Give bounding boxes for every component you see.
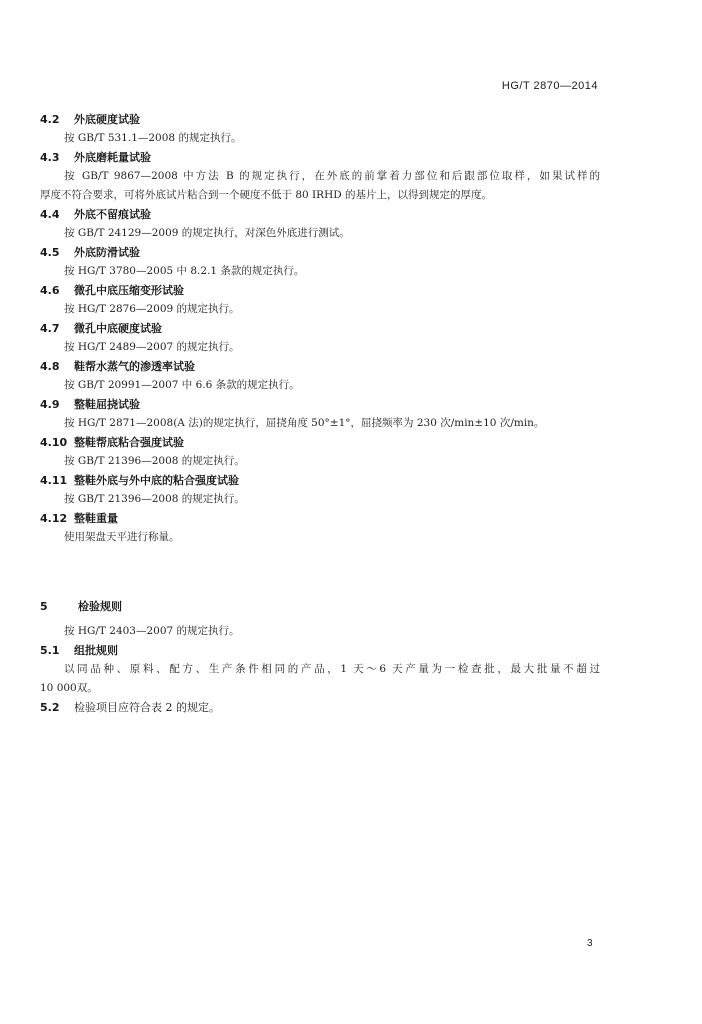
section-heading <box>40 357 600 376</box>
paragraph-line: 按 HG/T 2489—2007 的规定执行。 <box>64 341 240 353</box>
section-heading <box>40 395 600 414</box>
section-number: 4.7 <box>40 322 60 335</box>
section-heading <box>40 110 600 129</box>
section-number: 4.3 <box>40 151 60 164</box>
chapter-title: 检验规则 <box>78 600 122 613</box>
paragraph-line: 使用架盘天平进行称量。 <box>64 531 180 543</box>
section-heading <box>40 243 600 262</box>
page-content <box>40 110 600 717</box>
section-title: 整鞋屈挠试验 <box>74 398 140 411</box>
section-title: 外底磨耗量试验 <box>74 151 151 164</box>
section-number: 4.6 <box>40 284 60 297</box>
paragraph-line: 10 000双。 <box>40 682 98 694</box>
paragraph-line: 按 GB/T 24129—2009 的规定执行，对深色外底进行测试。 <box>64 227 350 239</box>
section-number: 4.9 <box>40 398 60 411</box>
section-title: 外底防滑试验 <box>74 246 140 259</box>
section-number: 5.2 <box>40 701 60 714</box>
section-heading <box>40 698 600 717</box>
paragraph-line: 按 GB/T 21396—2008 的规定执行。 <box>64 455 245 467</box>
section-heading <box>40 319 600 338</box>
section-heading <box>40 471 600 490</box>
paragraph-line: 按 HG/T 2871—2008(A 法)的规定执行，屈挠角度 50°±1°，屈挠频率为 230 次/min±10 次/min。 <box>64 417 545 429</box>
section-title: 外底不留痕试验 <box>74 208 151 221</box>
chapter-heading <box>40 597 600 616</box>
section-title: 整鞋重量 <box>74 512 118 525</box>
section-title: 鞋帮水蒸气的渗透率试验 <box>74 360 195 373</box>
paragraph-line: 厚度不符合要求，可将外底试片粘合到一个硬度不低于 80 IRHD 的基片上，以得到规定的厚度。 <box>40 189 493 201</box>
section-number: 4.10 <box>40 436 68 449</box>
paragraph-line: 按 GB/T 531.1—2008 的规定执行。 <box>64 132 242 144</box>
section-heading <box>40 205 600 224</box>
section-heading <box>40 641 600 660</box>
paragraph-line: 以同品种、原料、配方、生产条件相同的产品，1 天～6 天产量为一检查批，最大批量不超过 <box>64 663 600 675</box>
section-heading <box>40 509 600 528</box>
paragraph-line <box>40 566 600 585</box>
section-number: 4.4 <box>40 208 60 221</box>
section-title: 微孔中底硬度试验 <box>74 322 162 335</box>
paragraph-line: 按 GB/T 21396—2008 的规定执行。 <box>64 493 245 505</box>
section-heading <box>40 547 600 566</box>
section-number: 5.1 <box>40 644 60 657</box>
paragraph-line: 按 HG/T 3780—2005 中 8.2.1 条款的规定执行。 <box>64 265 305 277</box>
chapter-number: 5 <box>40 600 48 613</box>
section-number: 4.8 <box>40 360 60 373</box>
section-text: 检验项目应符合表 2 的规定。 <box>74 701 220 714</box>
page-number: 3 <box>587 938 593 949</box>
section-number: 4.5 <box>40 246 60 259</box>
section-title: 组批规则 <box>74 644 118 657</box>
standard-code: HG/T 2870—2014 <box>501 80 598 92</box>
section-heading <box>40 433 600 452</box>
section-title: 外底硬度试验 <box>74 113 140 126</box>
section-title: 微孔中底压缩变形试验 <box>74 284 184 297</box>
paragraph-line: 按 GB/T 9867—2008 中方法 B 的规定执行，在外底的前掌着力部位和后跟部位取样，如果试样的 <box>64 170 600 182</box>
section-number: 4.11 <box>40 474 68 487</box>
section-number: 4.12 <box>40 512 68 525</box>
section-title: 整鞋外底与外中底的粘合强度试验 <box>74 474 239 487</box>
section-number: 4.2 <box>40 113 60 126</box>
paragraph-line: 按 GB/T 20991—2007 中 6.6 条款的规定执行。 <box>64 379 300 391</box>
paragraph-line: 按 HG/T 2403—2007 的规定执行。 <box>64 625 240 637</box>
paragraph-line: 按 HG/T 2876—2009 的规定执行。 <box>64 303 240 315</box>
section-heading <box>40 148 600 167</box>
section-heading <box>40 281 600 300</box>
section-title: 整鞋帮底粘合强度试验 <box>74 436 184 449</box>
